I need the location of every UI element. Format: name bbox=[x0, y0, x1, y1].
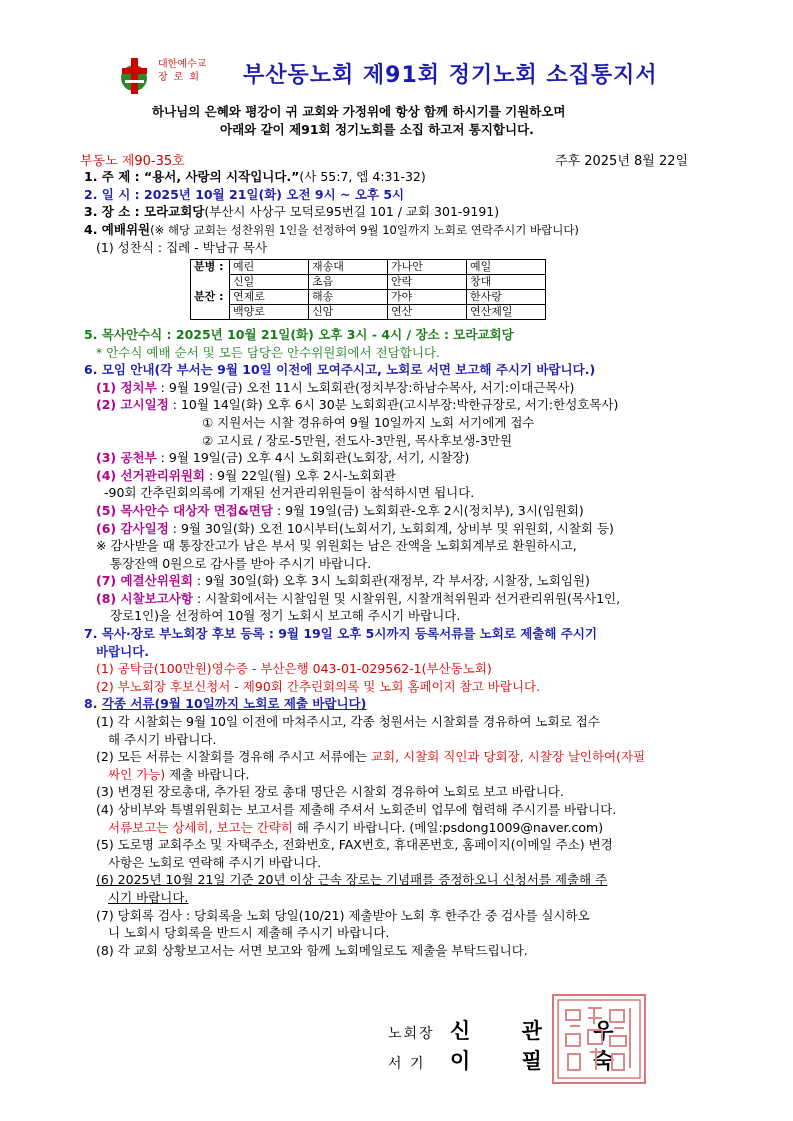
item-theme bbox=[84, 168, 734, 186]
meeting-label: (4) 선거관리위원회 bbox=[96, 467, 206, 483]
table-cell: 연산제일 bbox=[467, 304, 546, 319]
signature-name: 신 관 우 bbox=[450, 1019, 636, 1043]
meeting-detail: : 시찰회에서는 시찰임원 및 시찰위원, 시찰개척위원과 선거관리위원(목사1인, bbox=[192, 590, 621, 606]
signature-role: 노회장 bbox=[388, 1026, 435, 1042]
item-candidate-registration: 7. 목사·장로 부노회장 후보 등록 : 9월 19일 오후 5시까지 등록서류를 노회로 제출해 주시기 bbox=[84, 626, 598, 642]
doc-note-highlight: 교회, 시찰회 직인과 당회장, 시찰장 날인하여(자필 bbox=[370, 749, 646, 765]
doc-note-text: 제출 바랍니다. bbox=[165, 766, 250, 782]
audit-note-1: ※ 감사받을 때 통장잔고가 남은 부서 및 위원회는 남은 잔액을 노회회계부로 환원하시고, bbox=[96, 538, 577, 554]
logo-line2: 장로회 bbox=[158, 72, 205, 83]
table-header-spacer bbox=[191, 274, 230, 289]
ordination-note: * 안수식 예배 순서 및 모든 담당은 안수위원회에서 전담합니다. bbox=[96, 344, 440, 360]
table-header-spacer bbox=[191, 304, 230, 319]
table-cell: 한사랑 bbox=[467, 289, 546, 304]
table-cell: 안락 bbox=[388, 274, 467, 289]
meeting-detail: : 9월 19일(금) 오후 4시 노회회관(노회장, 서기, 시찰장) bbox=[156, 450, 470, 466]
cross-logo-icon bbox=[120, 56, 156, 96]
documents-title: 각종 서류(9월 10일까지 노회로 제출 바랍니다) bbox=[101, 696, 367, 712]
bunjan-label: 분잔 : bbox=[191, 289, 230, 304]
logo-text bbox=[158, 58, 206, 84]
meeting-inspection bbox=[84, 590, 734, 608]
doc-note-5-cont: 사항은 노회로 연락해 주시기 바랍니다. bbox=[108, 854, 322, 870]
theme-reference: (사 55:7, 엡 4:31-32) bbox=[299, 169, 426, 184]
meeting-label: (5) 목사안수 대상자 면접&면담 bbox=[96, 502, 273, 518]
meeting-detail: : 9월 30일(화) 오전 10시부터(노회서기, 노회회계, 상비부 및 위원회, 시찰회 등) bbox=[168, 520, 614, 536]
meeting-label: (3) 공천부 bbox=[96, 450, 157, 466]
exam-note-2: ② 고시료 / 장로-5만원, 전도사-3만원, 목사후보생-3만원 bbox=[202, 432, 513, 448]
doc-note-3: (3) 변경된 장로총대, 추가된 장로 총대 명단은 시찰회 경유하여 노회로 보고 바랍니다. bbox=[96, 784, 564, 800]
theme-label: 1. 주 제 : bbox=[84, 169, 145, 184]
communion-table bbox=[190, 259, 546, 320]
meeting-label: (2) 고시일정 bbox=[96, 397, 169, 413]
doc-note-1: (1) 각 시찰회는 9월 10일 이전에 마쳐주시고, 각종 청원서는 시찰회를 경유하여 노회로 접수 bbox=[96, 714, 600, 730]
table-cell: 창대 bbox=[467, 274, 546, 289]
signature-role: 서 기 bbox=[388, 1056, 426, 1072]
communion-officiant: (1) 성찬식 : 집례 - 박남규 목사 bbox=[96, 240, 268, 256]
meeting-politics bbox=[84, 379, 734, 397]
table-cell: 예일 bbox=[467, 259, 546, 274]
church-logo bbox=[120, 56, 250, 96]
table-cell: 연제로 bbox=[230, 289, 309, 304]
document-number: 부동노 제90-35호 bbox=[80, 154, 185, 169]
meeting-label: (7) 예결산위원회 bbox=[96, 573, 193, 589]
notice-body bbox=[84, 168, 734, 959]
doc-note-6-cont: 시기 바랍니다. bbox=[108, 889, 189, 905]
table-cell: 연산 bbox=[388, 304, 467, 319]
doc-note-text: 해 주시기 바랍니다. (메일:psdong1009@naver.com) bbox=[292, 819, 604, 835]
worship-label: 4. 예배위원 bbox=[84, 221, 151, 237]
item-venue bbox=[84, 203, 734, 221]
meeting-election bbox=[84, 467, 734, 485]
table-cell: 백양로 bbox=[230, 304, 309, 319]
greeting-line-1: 하나님의 은혜와 평강이 귀 교회와 가정위에 항상 함께 하시기를 기원하오며 bbox=[152, 104, 566, 119]
application-info: (2) 부노회장 후보신청서 - 제90회 간추린회의록 및 노회 홈페이지 참고 바랍니다. bbox=[96, 678, 541, 694]
meeting-budget bbox=[84, 572, 734, 590]
meeting-interview bbox=[84, 502, 734, 520]
worship-note: (※ 해당 교회는 성찬위원 1인을 선정하여 9월 10일까지 노회로 연락주시기 바랍니다) bbox=[150, 222, 579, 237]
doc-note-text: (2) 모든 서류는 시찰회를 경유해 주시고 서류에는 bbox=[96, 749, 371, 765]
candidate-registration-cont: 바랍니다. bbox=[96, 643, 150, 659]
table-cell: 신암 bbox=[309, 304, 388, 319]
doc-note-8: (8) 각 교회 상황보고서는 서면 보고와 함께 노회메일로도 제출을 부탁드립니다. bbox=[96, 942, 528, 958]
doc-note-7-cont: 니 노회시 당회록을 반드시 제출해 주시기 바랍니다. bbox=[108, 925, 390, 941]
venue-label: 3. 장 소 : 모라교회당 bbox=[84, 204, 205, 220]
election-note: -90회 간추린회의록에 기재된 선거관리위원들이 참석하시면 됩니다. bbox=[104, 485, 475, 501]
item-ordination: 5. 목사안수식 : 2025년 10월 21일(화) 오후 3시 - 4시 / 장소 : 모라교회당 bbox=[84, 326, 514, 342]
meeting-detail: : 9월 19일(금) 오전 11시 노회회관(정치부장:하남수목사, 서기:이대근목사) bbox=[156, 379, 575, 395]
meeting-audit bbox=[84, 520, 734, 538]
table-cell: 신일 bbox=[230, 274, 309, 289]
doc-note-2 bbox=[84, 748, 734, 766]
doc-note-1-cont: 해 주시기 바랍니다. bbox=[108, 731, 217, 747]
meeting-detail: : 9월 22일(월) 오후 2시-노회회관 bbox=[205, 467, 396, 483]
venue-address: (부산시 사상구 모덕로95번길 101 / 교회 301-9191) bbox=[204, 204, 500, 220]
table-cell: 재송대 bbox=[309, 259, 388, 274]
doc-note-highlight: 싸인 가능) bbox=[108, 766, 166, 782]
item-documents bbox=[84, 695, 734, 713]
documents-number: 8. bbox=[84, 696, 102, 712]
logo-line1: 대한예수교 bbox=[158, 59, 207, 70]
item-meetings: 6. 모임 안내(각 부서는 9월 10일 이전에 모여주시고, 노회로 서면 보고해 주시기 바랍니다.) bbox=[84, 362, 596, 378]
doc-note-4: (4) 상비부와 특별위원회는 보고서를 제출해 주셔서 노회준비 업무에 협력해 주시기를 바랍니다. bbox=[96, 802, 617, 817]
table-cell: 가야 bbox=[388, 289, 467, 304]
table-cell: 가나안 bbox=[388, 259, 467, 274]
meeting-label: (1) 정치부 bbox=[96, 379, 157, 395]
inspection-note: 장로1인)을 선정하여 10월 정기 노회시 보고해 주시기 바랍니다. bbox=[110, 608, 461, 624]
doc-note-highlight: 서류보고는 상세히, 보고는 간략히 bbox=[108, 819, 293, 835]
item-worship-committee bbox=[84, 221, 734, 240]
item-datetime: 2. 일 시 : 2025년 10월 21일(화) 오전 9시 ~ 오후 5시 bbox=[84, 186, 405, 202]
audit-note-2: 통장잔액 0원으로 감사를 받아 주시기 바랍니다. bbox=[110, 555, 372, 571]
meeting-nomination bbox=[84, 449, 734, 467]
theme-text: “용서, 사랑의 시작입니다.” bbox=[144, 169, 300, 184]
table-cell: 해송 bbox=[309, 289, 388, 304]
doc-note-2-cont bbox=[84, 766, 734, 784]
doc-note-4-cont bbox=[84, 819, 734, 837]
table-cell: 초읍 bbox=[309, 274, 388, 289]
document-title: 부산동노회 제91회 정기노회 소집통지서 bbox=[243, 63, 658, 88]
doc-note-6: (6) 2025년 10월 21일 기준 20년 이상 근속 장로는 기념패를 증정하오니 신청서를 제출해 주 bbox=[96, 872, 608, 888]
meeting-label: (8) 시찰보고사항 bbox=[96, 590, 193, 606]
meeting-detail: : 9월 30일(화) 오후 3시 노회회관(재정부, 각 부서장, 시찰장, 노회임원) bbox=[192, 573, 590, 589]
exam-note-1: ① 지원서는 시찰 경유하여 9월 10일까지 노회 서기에게 접수 bbox=[202, 414, 535, 430]
bunbyeong-label: 분병 : bbox=[191, 259, 230, 274]
doc-note-5: (5) 도로명 교회주소 및 자택주소, 전화번호, FAX번호, 휴대폰번호, 홈페이지(이메일 주소) 변경 bbox=[96, 837, 613, 853]
doc-note-7: (7) 당회록 검사 : 당회록을 노회 당일(10/21) 제출받아 노회 후 한주간 중 검사를 실시하오 bbox=[96, 907, 590, 923]
signature-name: 이 필 숙 bbox=[450, 1049, 636, 1073]
meeting-detail: : 10월 14일(화) 오후 6시 30분 노회회관(고시부장:박한규장로, 서기:한성호목사) bbox=[168, 397, 619, 413]
table-cell: 예린 bbox=[230, 259, 309, 274]
deposit-info: (1) 공탁금(100만원)영수증 - 부산은행 043-01-029562-1(부산동노회) bbox=[96, 661, 492, 677]
meeting-exam bbox=[84, 396, 734, 414]
meeting-detail: : 9월 19일(금) 노회회관-오후 2시(정치부), 3시(임원회) bbox=[272, 502, 584, 518]
document-date: 주후 2025년 8월 22일 bbox=[555, 154, 689, 169]
meeting-label: (6) 감사일정 bbox=[96, 520, 169, 536]
greeting-line-2: 아래와 같이 제91회 정기노회를 소집 하고저 통지합니다. bbox=[220, 122, 534, 137]
official-seal-icon bbox=[552, 994, 646, 1084]
